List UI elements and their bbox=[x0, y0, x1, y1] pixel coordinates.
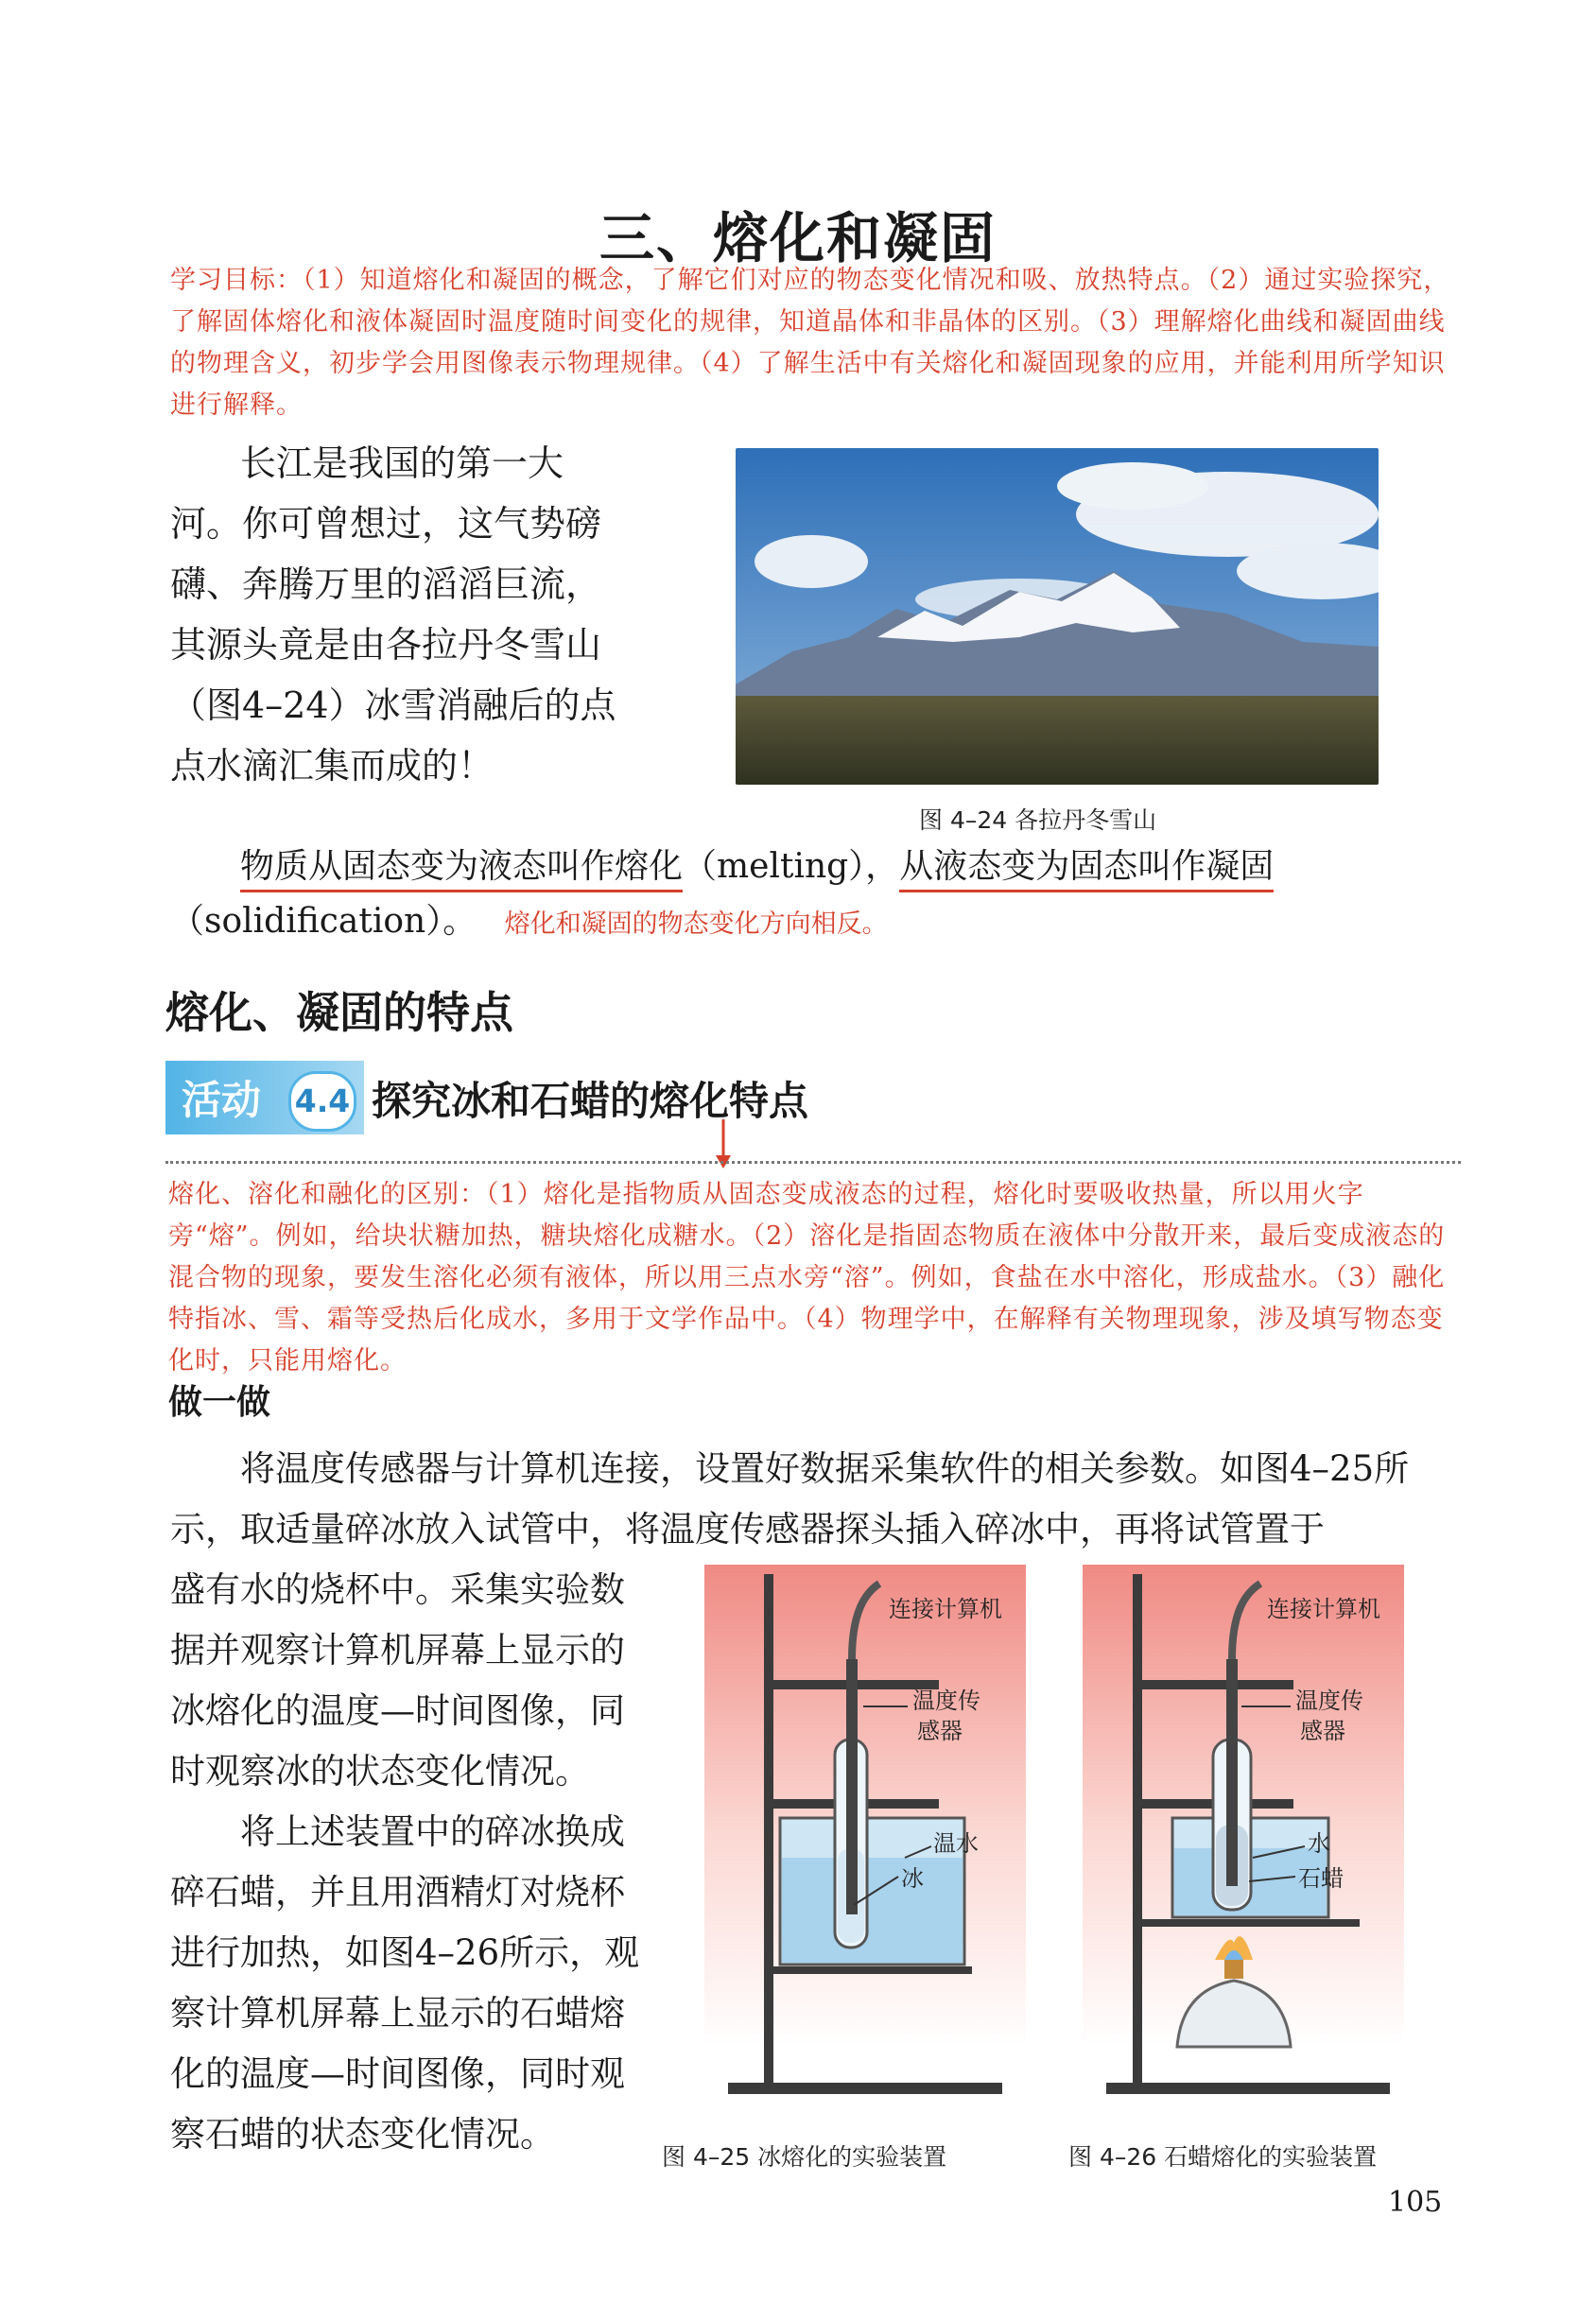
instruction-paragraph: 将温度传感器与计算机连接，设置好数据采集软件的相关参数。如图4–25所示，取适量碎冰放入试管中，将温度传感器探头插入碎冰中，再将试管置于 bbox=[170, 1448, 1410, 1550]
activity-title: 探究冰和石蜡的熔化特点 bbox=[372, 1078, 809, 1124]
para-line: 化的温度—时间图像，同时观 bbox=[170, 2053, 625, 2094]
para-line: 盛有水的烧杯中。采集实验数 bbox=[170, 1569, 625, 1610]
label-warm-water: 温水 bbox=[933, 1830, 979, 1857]
label-water: 水 bbox=[1308, 1830, 1330, 1857]
solidification-definition: 从液态变为固态叫作凝固 bbox=[899, 847, 1274, 892]
page-number: 105 bbox=[1388, 2186, 1443, 2219]
fig25-caption: 图 4–25 冰熔化的实验装置 bbox=[662, 2143, 947, 2171]
instruction-paragraph-2 bbox=[170, 1560, 662, 2165]
mountain-photo bbox=[736, 448, 1379, 785]
solidification-english: （solidification）。 bbox=[170, 902, 477, 941]
intro-line: 其源头竟是由各拉丹冬雪山 bbox=[170, 624, 602, 666]
para-line: 察石蜡的状态变化情况。 bbox=[170, 2114, 555, 2155]
para-line: 时观察冰的状态变化情况。 bbox=[170, 1751, 590, 1792]
para-line: 进行加热，如图4–26所示，观 bbox=[170, 1932, 640, 1973]
intro-paragraph bbox=[170, 433, 624, 796]
fig24-caption: 图 4–24 各拉丹冬雪山 bbox=[919, 806, 1157, 834]
label-sensor-line1: 温度传 bbox=[912, 1688, 980, 1714]
label-sensor-line1: 温度传 bbox=[1295, 1688, 1363, 1714]
page-title: 三、熔化和凝固 bbox=[598, 206, 997, 270]
activity-label: 活动 bbox=[182, 1077, 262, 1123]
label-paraffin: 石蜡 bbox=[1298, 1865, 1344, 1892]
label-ice: 冰 bbox=[901, 1865, 924, 1892]
melting-definition: 物质从固态变为液态叫作熔化 bbox=[240, 847, 683, 892]
label-connect-computer: 连接计算机 bbox=[889, 1596, 1002, 1622]
do-heading: 做一做 bbox=[168, 1383, 271, 1422]
dotted-divider bbox=[165, 1161, 1461, 1164]
para-line: 碎石蜡，并且用酒精灯对烧杯 bbox=[170, 1872, 625, 1913]
difference-note: 熔化、溶化和融化的区别：（1）熔化是指物质从固态变成液态的过程，熔化时要吸收热量，所以用火字旁“熔”。例如，给块状糖加热，糖块熔化成糖水。（2）溶化是指固态物质在液体中分散开来，最后变成液态的混合物的现象，要发生溶化必须有液体，所以用三点水旁“溶”。例如，食盐在水中溶化，形成盐水。（3）融化特指冰、雪、霜等受热后化成水，多用于文学作品中。（4）物理学中，在解释有关物理现象，涉及填写物态变化时，只能用熔化。 bbox=[168, 1180, 1446, 1376]
ice-melting-apparatus-figure bbox=[704, 1565, 1045, 2113]
para-line: 据并观察计算机屏幕上显示的 bbox=[170, 1630, 625, 1671]
paraffin-melting-apparatus-figure bbox=[1083, 1565, 1423, 2113]
intro-line: 河。你可曾想过，这气势磅 bbox=[170, 503, 602, 545]
label-sensor-line2: 感器 bbox=[1300, 1718, 1345, 1744]
arrow-annotation-icon bbox=[709, 1116, 737, 1172]
melting-english: （melting）， bbox=[683, 847, 900, 886]
para-line: 将上述装置中的碎冰换成 bbox=[240, 1811, 625, 1852]
label-connect-computer: 连接计算机 bbox=[1267, 1596, 1380, 1622]
intro-line: 长江是我国的第一大 bbox=[240, 442, 564, 484]
para-line: 冰熔化的温度—时间图像，同 bbox=[170, 1690, 625, 1731]
intro-line: 礴、奔腾万里的滔滔巨流， bbox=[170, 563, 602, 605]
fig26-caption: 图 4–26 石蜡熔化的实验装置 bbox=[1068, 2143, 1378, 2171]
para-line: 察计算机屏幕上显示的石蜡熔 bbox=[170, 1993, 625, 2034]
intro-line: 点水滴汇集而成的！ bbox=[170, 745, 494, 787]
label-sensor-line2: 感器 bbox=[917, 1718, 963, 1744]
section-heading: 熔化、凝固的特点 bbox=[165, 987, 513, 1038]
direction-note: 熔化和凝固的物态变化方向相反。 bbox=[504, 909, 888, 939]
learning-goals-note: 学习目标：（1）知道熔化和凝固的概念，了解它们对应的物态变化情况和吸、放热特点。（2）通过实验探究，了解固体熔化和液体凝固时温度随时间变化的规律，知道晶体和非晶体的区别。（3）理解熔化曲线和凝固曲线的物理含义，初步学会用图像表示物理规律。（4）了解生活中有关熔化和凝固现象的应用，并能利用所学知识进行解释。 bbox=[170, 266, 1450, 420]
definition-paragraph bbox=[170, 840, 1475, 952]
activity-number: 4.4 bbox=[288, 1071, 356, 1132]
intro-line: （图4–24）冰雪消融后的点 bbox=[170, 684, 616, 726]
